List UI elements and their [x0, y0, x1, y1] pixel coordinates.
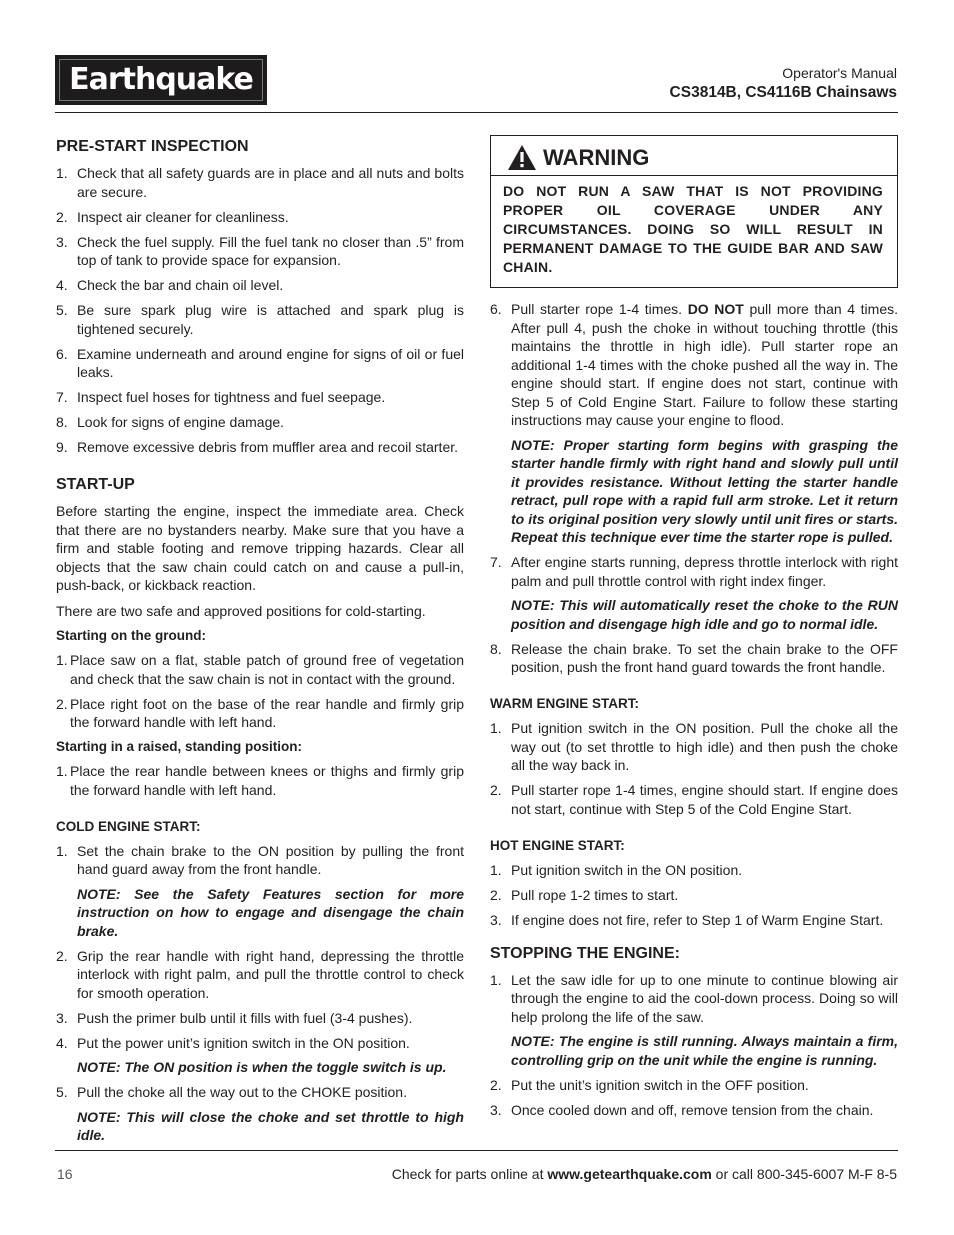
- note: NOTE: This will automatically reset the choke to the RUN position and disengage high idle and go to normal idle.: [511, 597, 898, 632]
- ground-start-list: [56, 651, 464, 732]
- startup-heading: START-UP: [56, 476, 135, 493]
- startup-paragraph: Before starting the engine, inspect the immediate area. Check that there are no bystanders nearby. Make sure that you have a firm and stable footing and remove tripping hazards. Clear all objects that the saw chain could catch on and cause a pull-in, push-back, or kickback reaction.: [56, 503, 464, 593]
- warning-title: WARNING: [543, 144, 650, 170]
- list-item: 2. Grip the rear handle with right hand, depressing the throttle interlock with right palm, and pull the throttle control to check for smooth operation.: [56, 947, 464, 1001]
- model-title: CS3814B, CS4116B Chainsaws: [669, 84, 897, 101]
- hot-start-list: [490, 861, 898, 930]
- warning-text: DO NOT RUN A SAW THAT IS NOT PROVIDING PROPER OIL COVERAGE UNDER ANY CIRCUMSTANCES. DOING SO WILL RESULT IN PERMANENT DAMAGE TO THE GUIDE BAR AND SAW CHAIN.: [503, 183, 883, 275]
- list-item: 3. Once cooled down and off, remove tension from the chain.: [490, 1101, 874, 1118]
- list-item: 7. After engine starts running, depress throttle interlock with right palm and pull throttle control with right index finger. NOTE: This will automatically reset the choke to the RUN position and disengage high idle and go to normal idle.: [490, 554, 898, 632]
- cold-start-heading: COLD ENGINE START:: [56, 818, 201, 834]
- list-item: 1. Place saw on a flat, stable patch of ground free of vegetation and check that the saw chain is not in contact with the ground.: [56, 652, 464, 687]
- list-item: 3. Push the primer bulb until it fills with fuel (3-4 pushes).: [56, 1009, 413, 1026]
- list-item: 8. Release the chain brake. To set the chain brake to the OFF position, push the front hand guard towards the front handle.: [490, 640, 898, 675]
- header-divider: [55, 112, 898, 113]
- list-item: 5. Be sure spark plug wire is attached and spark plug is tightened securely.: [56, 302, 464, 337]
- warm-start-heading: WARM ENGINE START:: [490, 696, 639, 711]
- list-item: 1. Place the rear handle between knees or thighs and firmly grip the forward handle with left hand.: [56, 763, 464, 798]
- note: NOTE: This will close the choke and set throttle to high idle.: [77, 1108, 464, 1143]
- warning-box: [490, 135, 898, 288]
- list-item: 9. Remove excessive debris from muffler area and recoil starter.: [56, 439, 459, 455]
- list-item: 3. If engine does not fire, refer to Step 1 of Warm Engine Start.: [490, 911, 884, 928]
- list-item: 1. Set the chain brake to the ON position by pulling the front hand guard away from the front handle. NOTE: See the Safety Features section for more instruction on how to engage and disengage the chain brake.: [56, 842, 464, 939]
- warning-icon: [507, 144, 537, 171]
- list-item: 2. Pull starter rope 1-4 times, engine should start. If engine does not start, continue with Step 5 of the Cold Engine Start.: [490, 782, 898, 817]
- list-item: 1. Put ignition switch in the ON position.: [490, 861, 743, 878]
- logo-text: Earthquake: [69, 61, 253, 97]
- note: NOTE: The engine is still running. Always maintain a firm, controlling grip on the unit while the engine is running.: [511, 1033, 898, 1068]
- startup-positions-text: There are two safe and approved positions for cold-starting.: [56, 602, 426, 619]
- website-link[interactable]: www.getearthquake.com: [547, 1166, 712, 1182]
- list-item: 1. Put ignition switch in the ON position. Pull the choke all the way out (to set throttle to high idle) and then push the choke all the way back in.: [490, 720, 898, 773]
- list-item: 8. Look for signs of engine damage.: [56, 414, 285, 430]
- cold-start-continued-list: [490, 300, 898, 677]
- raised-start-heading: Starting in a raised, standing position:: [56, 739, 303, 754]
- list-item: 1. Let the saw idle for up to one minute to continue blowing air through the engine to aid the cool-down process. Doing so will help prolong the life of the saw. NOTE: The engine is still running. Always maintain a firm, controlling grip on the unit while the engine is running.: [490, 971, 898, 1068]
- list-item: 6. Examine underneath and around engine for signs of oil or fuel leaks.: [56, 345, 464, 380]
- stopping-list: [490, 971, 898, 1120]
- list-item: 2. Place right foot on the base of the rear handle and firmly grip the forward handle with left hand.: [56, 695, 464, 730]
- pre-start-list: [56, 164, 464, 457]
- pre-start-heading: PRE-START INSPECTION: [56, 138, 249, 155]
- manual-label: Operator's Manual: [782, 65, 897, 81]
- footer-contact: Check for parts online at www.getearthquake.com or call 800-345-6007 M-F 8-5: [391, 1166, 897, 1182]
- footer-divider: [55, 1150, 898, 1151]
- list-item: 2. Put the unit’s ignition switch in the OFF position.: [490, 1076, 809, 1093]
- list-item: 3. Check the fuel supply. Fill the fuel tank no closer than .5” from top of tank to provide space for expansion.: [56, 233, 464, 268]
- page-number: 16: [57, 1166, 73, 1182]
- note: NOTE: See the Safety Features section for more instruction on how to engage and disengage the chain brake.: [77, 885, 464, 939]
- note: NOTE: Proper starting form begins with grasping the starter handle firmly with right hand and slowly pull until it provides resistance. Without letting the starter handle retract, pull rope with a rapid full arm stroke. Let it return to its original position very slowly until unit fires or starts. Repeat this technique ever time the starter rope is pulled.: [511, 436, 898, 545]
- note: NOTE: The ON position is when the toggle switch is up.: [77, 1059, 447, 1075]
- warning-header: [491, 136, 897, 176]
- list-item: 1. Check that all safety guards are in place and all nuts and bolts are secure.: [56, 165, 464, 200]
- list-item: 5. Pull the choke all the way out to the CHOKE position. NOTE: This will close the choke and set throttle to high idle.: [56, 1084, 464, 1143]
- list-item: 2. Inspect air cleaner for cleanliness.: [56, 208, 289, 225]
- list-item: 4. Put the power unit’s ignition switch in the ON position. NOTE: The ON position is when the toggle switch is up.: [56, 1034, 464, 1077]
- left-column: [56, 135, 464, 1151]
- earthquake-logo: [55, 55, 267, 105]
- list-item: 6. Pull starter rope 1-4 times. DO NOT pull more than 4 times. After pull 4, push the choke in without touching throttle (this maintains the throttle in high idle). Pull starter rope an additional 1-4 times with the choke pushed all the way in. The engine should start. If engine does not start, continue with Step 5 of Cold Engine Start. Failure to follow these starting instructions may cause your engine to flood. NOTE: Proper starting form begins with grasping the starter handle firmly with right hand and slowly pull until it provides resistance. Without letting the starter handle retract, pull rope with a rapid full arm stroke. Let it return to its original position very slowly until unit fires or starts. Repeat this technique ever time the starter rope is pulled.: [490, 301, 898, 545]
- raised-start-list: [56, 762, 464, 799]
- warm-start-list: [490, 719, 898, 818]
- stopping-heading: STOPPING THE ENGINE:: [490, 944, 680, 962]
- list-item: 7. Inspect fuel hoses for tightness and fuel seepage.: [56, 389, 386, 405]
- cold-start-list: [56, 842, 464, 1145]
- hot-start-heading: HOT ENGINE START:: [490, 837, 625, 853]
- list-item: 2. Pull rope 1-2 times to start.: [490, 886, 679, 903]
- ground-start-heading: Starting on the ground:: [56, 628, 206, 643]
- right-column: [490, 135, 898, 1126]
- list-item: 4. Check the bar and chain oil level.: [56, 277, 284, 293]
- header-info: [670, 64, 897, 104]
